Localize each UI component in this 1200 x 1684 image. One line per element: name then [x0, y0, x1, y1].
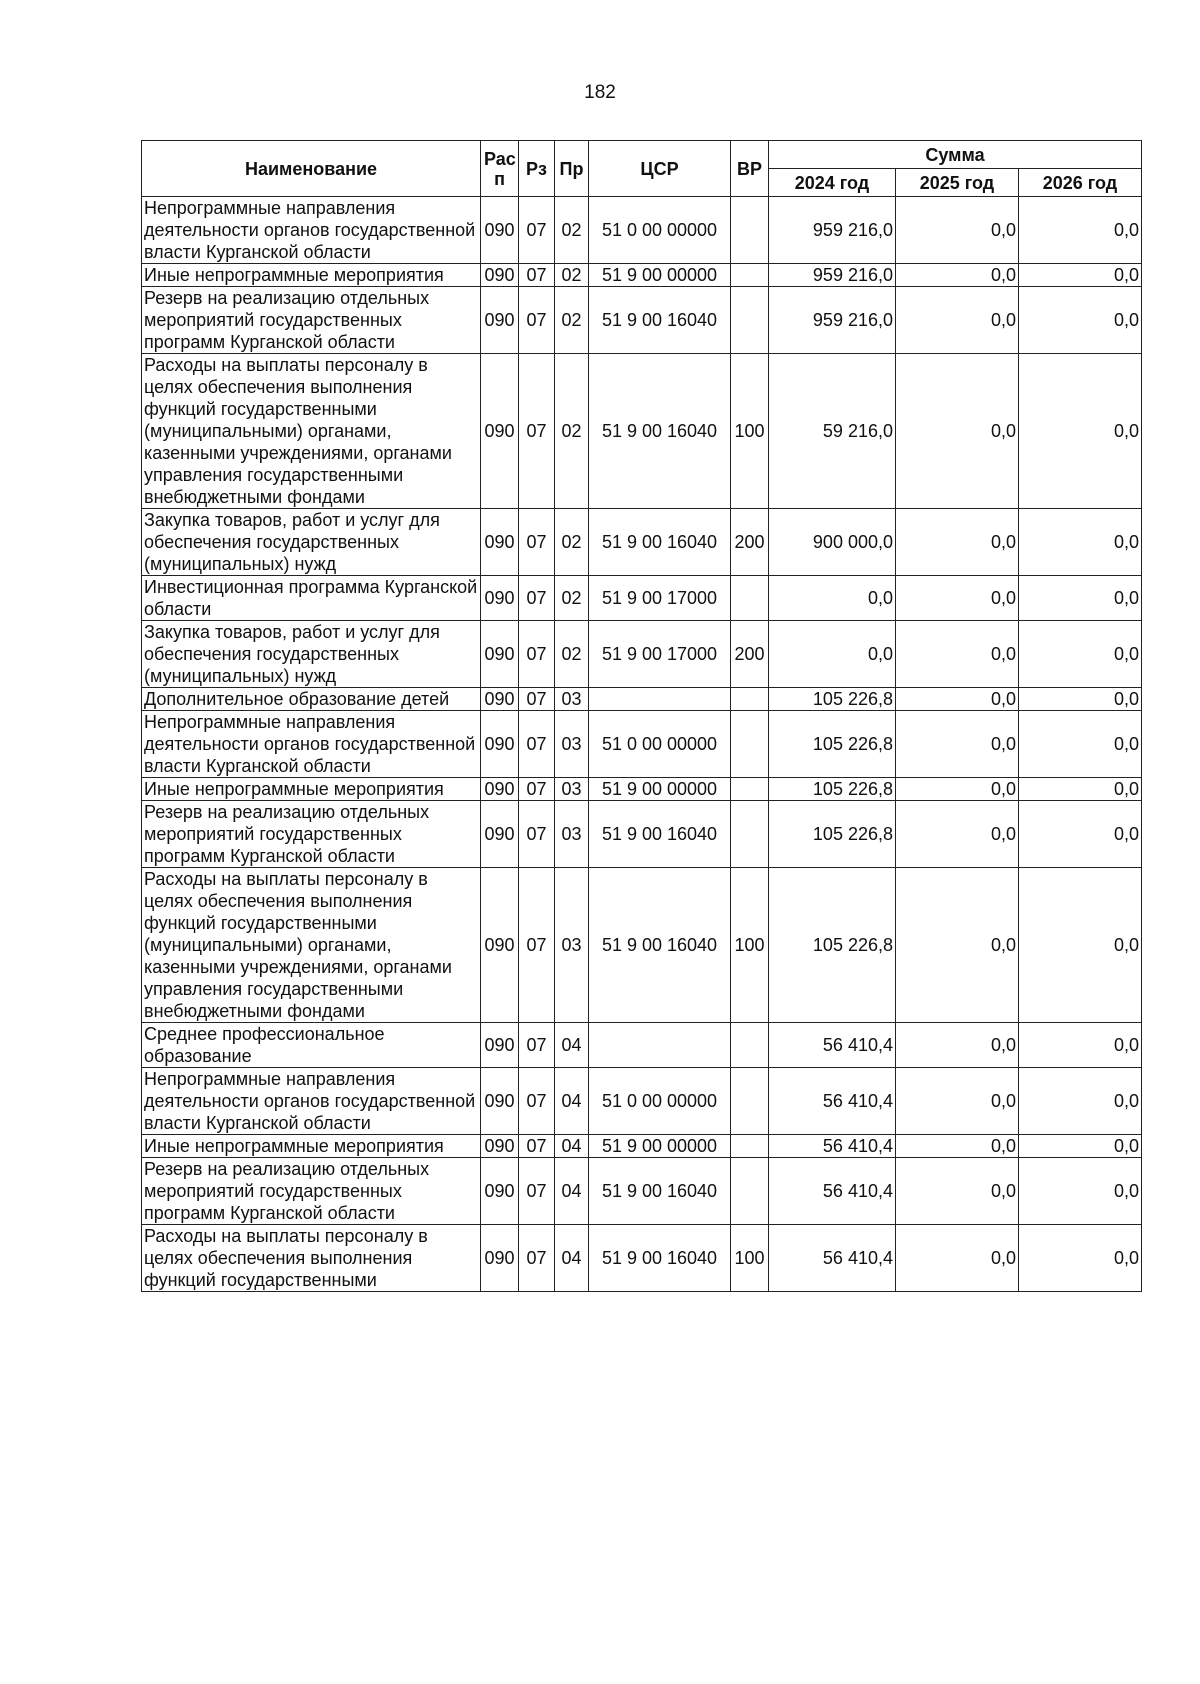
cell-sum-2025: 0,0	[896, 711, 1019, 778]
budget-table-container	[141, 140, 1142, 1292]
cell-pr: 02	[555, 264, 589, 287]
cell-sum-2025: 0,0	[896, 576, 1019, 621]
cell-rasp: 090	[481, 688, 519, 711]
cell-sum-2024: 0,0	[769, 576, 896, 621]
cell-rasp: 090	[481, 1225, 519, 1292]
cell-pr: 04	[555, 1068, 589, 1135]
cell-sum-2026: 0,0	[1019, 778, 1142, 801]
cell-pr: 04	[555, 1135, 589, 1158]
cell-name: Закупка товаров, работ и услуг для обеспечения государственных (муниципальных) нужд	[142, 509, 481, 576]
cell-rz: 07	[519, 509, 555, 576]
cell-name: Резерв на реализацию отдельных мероприятий государственных программ Курганской области	[142, 801, 481, 868]
cell-rasp: 090	[481, 1158, 519, 1225]
cell-sum-2024: 105 226,8	[769, 778, 896, 801]
cell-vr	[731, 1158, 769, 1225]
cell-sum-2025: 0,0	[896, 1135, 1019, 1158]
cell-rz: 07	[519, 711, 555, 778]
cell-name: Расходы на выплаты персоналу в целях обеспечения выполнения функций государственными	[142, 1225, 481, 1292]
cell-name: Иные непрограммные мероприятия	[142, 1135, 481, 1158]
cell-name: Непрограммные направления деятельности органов государственной власти Курганской области	[142, 1068, 481, 1135]
cell-pr: 04	[555, 1225, 589, 1292]
table-row	[142, 711, 1142, 778]
cell-sum-2025: 0,0	[896, 509, 1019, 576]
cell-name: Иные непрограммные мероприятия	[142, 264, 481, 287]
cell-csr: 51 9 00 16040	[589, 509, 731, 576]
cell-vr	[731, 264, 769, 287]
header-year-2026: 2026 год	[1019, 169, 1142, 197]
cell-rz: 07	[519, 868, 555, 1023]
cell-csr: 51 9 00 16040	[589, 1158, 731, 1225]
table-header	[142, 141, 1142, 197]
cell-rz: 07	[519, 287, 555, 354]
cell-sum-2025: 0,0	[896, 688, 1019, 711]
cell-vr	[731, 778, 769, 801]
cell-sum-2026: 0,0	[1019, 1158, 1142, 1225]
table-row	[142, 509, 1142, 576]
cell-rasp: 090	[481, 621, 519, 688]
cell-sum-2025: 0,0	[896, 778, 1019, 801]
cell-rasp: 090	[481, 576, 519, 621]
cell-csr	[589, 688, 731, 711]
cell-name: Дополнительное образование детей	[142, 688, 481, 711]
cell-sum-2025: 0,0	[896, 801, 1019, 868]
cell-sum-2024: 959 216,0	[769, 287, 896, 354]
cell-rz: 07	[519, 264, 555, 287]
cell-sum-2024: 959 216,0	[769, 197, 896, 264]
cell-sum-2025: 0,0	[896, 1158, 1019, 1225]
cell-sum-2026: 0,0	[1019, 1023, 1142, 1068]
cell-sum-2026: 0,0	[1019, 711, 1142, 778]
cell-name: Резерв на реализацию отдельных мероприятий государственных программ Курганской области	[142, 1158, 481, 1225]
cell-vr	[731, 1135, 769, 1158]
cell-sum-2024: 59 216,0	[769, 354, 896, 509]
cell-name: Иные непрограммные мероприятия	[142, 778, 481, 801]
cell-sum-2026: 0,0	[1019, 1068, 1142, 1135]
cell-rz: 07	[519, 1225, 555, 1292]
cell-sum-2024: 900 000,0	[769, 509, 896, 576]
cell-sum-2025: 0,0	[896, 868, 1019, 1023]
cell-sum-2026: 0,0	[1019, 354, 1142, 509]
cell-csr: 51 9 00 16040	[589, 287, 731, 354]
cell-rasp: 090	[481, 711, 519, 778]
cell-csr: 51 9 00 16040	[589, 868, 731, 1023]
cell-sum-2024: 105 226,8	[769, 801, 896, 868]
table-row	[142, 287, 1142, 354]
cell-sum-2025: 0,0	[896, 1225, 1019, 1292]
header-name: Наименование	[142, 141, 481, 197]
cell-sum-2026: 0,0	[1019, 287, 1142, 354]
header-year-2025: 2025 год	[896, 169, 1019, 197]
cell-sum-2026: 0,0	[1019, 621, 1142, 688]
table-row	[142, 1023, 1142, 1068]
cell-vr: 100	[731, 354, 769, 509]
table-row	[142, 354, 1142, 509]
cell-sum-2026: 0,0	[1019, 801, 1142, 868]
header-year-2024: 2024 год	[769, 169, 896, 197]
cell-sum-2026: 0,0	[1019, 576, 1142, 621]
cell-sum-2026: 0,0	[1019, 868, 1142, 1023]
cell-rz: 07	[519, 1023, 555, 1068]
cell-csr: 51 9 00 16040	[589, 354, 731, 509]
cell-vr	[731, 801, 769, 868]
cell-sum-2024: 56 410,4	[769, 1023, 896, 1068]
cell-vr: 100	[731, 1225, 769, 1292]
cell-rasp: 090	[481, 1023, 519, 1068]
cell-pr: 02	[555, 354, 589, 509]
cell-sum-2026: 0,0	[1019, 509, 1142, 576]
cell-sum-2024: 56 410,4	[769, 1068, 896, 1135]
cell-csr: 51 9 00 00000	[589, 264, 731, 287]
cell-rasp: 090	[481, 801, 519, 868]
cell-csr: 51 0 00 00000	[589, 197, 731, 264]
cell-rasp: 090	[481, 197, 519, 264]
table-row	[142, 264, 1142, 287]
cell-vr: 200	[731, 509, 769, 576]
cell-sum-2025: 0,0	[896, 287, 1019, 354]
table-row	[142, 778, 1142, 801]
cell-vr: 100	[731, 868, 769, 1023]
cell-pr: 03	[555, 778, 589, 801]
cell-sum-2024: 959 216,0	[769, 264, 896, 287]
cell-rz: 07	[519, 688, 555, 711]
cell-csr: 51 9 00 17000	[589, 621, 731, 688]
cell-sum-2024: 0,0	[769, 621, 896, 688]
cell-vr	[731, 197, 769, 264]
cell-name: Непрограммные направления деятельности органов государственной власти Курганской области	[142, 197, 481, 264]
page-number: 182	[584, 82, 616, 103]
table-row	[142, 801, 1142, 868]
cell-csr: 51 0 00 00000	[589, 711, 731, 778]
cell-sum-2025: 0,0	[896, 264, 1019, 287]
cell-vr	[731, 287, 769, 354]
cell-rasp: 090	[481, 1135, 519, 1158]
cell-rz: 07	[519, 576, 555, 621]
cell-sum-2025: 0,0	[896, 197, 1019, 264]
table-row	[142, 621, 1142, 688]
cell-rz: 07	[519, 354, 555, 509]
cell-sum-2026: 0,0	[1019, 197, 1142, 264]
cell-vr	[731, 711, 769, 778]
cell-sum-2024: 105 226,8	[769, 688, 896, 711]
cell-sum-2026: 0,0	[1019, 264, 1142, 287]
cell-vr	[731, 688, 769, 711]
cell-rasp: 090	[481, 264, 519, 287]
cell-rasp: 090	[481, 868, 519, 1023]
cell-sum-2025: 0,0	[896, 1068, 1019, 1135]
cell-sum-2024: 56 410,4	[769, 1225, 896, 1292]
cell-sum-2026: 0,0	[1019, 688, 1142, 711]
cell-sum-2025: 0,0	[896, 1023, 1019, 1068]
table-row	[142, 688, 1142, 711]
table-row	[142, 1135, 1142, 1158]
cell-rz: 07	[519, 1068, 555, 1135]
table-row	[142, 868, 1142, 1023]
cell-pr: 03	[555, 801, 589, 868]
cell-pr: 03	[555, 868, 589, 1023]
cell-name: Закупка товаров, работ и услуг для обеспечения государственных (муниципальных) нужд	[142, 621, 481, 688]
cell-name: Среднее профессиональное образование	[142, 1023, 481, 1068]
cell-rasp: 090	[481, 287, 519, 354]
cell-sum-2026: 0,0	[1019, 1135, 1142, 1158]
cell-sum-2026: 0,0	[1019, 1225, 1142, 1292]
cell-sum-2025: 0,0	[896, 621, 1019, 688]
cell-csr: 51 9 00 00000	[589, 778, 731, 801]
cell-csr: 51 9 00 00000	[589, 1135, 731, 1158]
cell-pr: 04	[555, 1023, 589, 1068]
header-rz: Рз	[519, 141, 555, 197]
cell-sum-2025: 0,0	[896, 354, 1019, 509]
cell-sum-2024: 105 226,8	[769, 711, 896, 778]
header-vr: ВР	[731, 141, 769, 197]
cell-pr: 02	[555, 509, 589, 576]
cell-pr: 02	[555, 287, 589, 354]
cell-pr: 02	[555, 621, 589, 688]
cell-sum-2024: 56 410,4	[769, 1158, 896, 1225]
cell-sum-2024: 105 226,8	[769, 868, 896, 1023]
cell-vr	[731, 1068, 769, 1135]
cell-rz: 07	[519, 197, 555, 264]
cell-rasp: 090	[481, 509, 519, 576]
cell-name: Резерв на реализацию отдельных мероприятий государственных программ Курганской области	[142, 287, 481, 354]
table-row	[142, 197, 1142, 264]
table-row	[142, 1158, 1142, 1225]
cell-csr: 51 9 00 16040	[589, 1225, 731, 1292]
cell-rz: 07	[519, 1158, 555, 1225]
table-row	[142, 1225, 1142, 1292]
header-csr: ЦСР	[589, 141, 731, 197]
cell-pr: 03	[555, 711, 589, 778]
cell-rz: 07	[519, 778, 555, 801]
cell-vr: 200	[731, 621, 769, 688]
cell-csr: 51 9 00 16040	[589, 801, 731, 868]
cell-pr: 03	[555, 688, 589, 711]
header-sum: Сумма	[769, 141, 1142, 169]
cell-rasp: 090	[481, 354, 519, 509]
table-row	[142, 576, 1142, 621]
cell-sum-2024: 56 410,4	[769, 1135, 896, 1158]
cell-name: Инвестиционная программа Курганской области	[142, 576, 481, 621]
cell-csr: 51 0 00 00000	[589, 1068, 731, 1135]
cell-rasp: 090	[481, 778, 519, 801]
budget-table	[141, 140, 1142, 1292]
cell-pr: 04	[555, 1158, 589, 1225]
cell-pr: 02	[555, 197, 589, 264]
cell-rasp: 090	[481, 1068, 519, 1135]
cell-rz: 07	[519, 801, 555, 868]
cell-name: Непрограммные направления деятельности органов государственной власти Курганской области	[142, 711, 481, 778]
cell-name: Расходы на выплаты персоналу в целях обеспечения выполнения функций государственными (муниципальными) органами, казенными учреждениями, органами управления государственными внебюджетными фондами	[142, 868, 481, 1023]
cell-csr	[589, 1023, 731, 1068]
cell-rz: 07	[519, 1135, 555, 1158]
header-pr: Пр	[555, 141, 589, 197]
cell-csr: 51 9 00 17000	[589, 576, 731, 621]
cell-pr: 02	[555, 576, 589, 621]
cell-vr	[731, 1023, 769, 1068]
table-row	[142, 1068, 1142, 1135]
table-body	[142, 197, 1142, 1292]
cell-name: Расходы на выплаты персоналу в целях обеспечения выполнения функций государственными (муниципальными) органами, казенными учреждениями, органами управления государственными внебюджетными фондами	[142, 354, 481, 509]
cell-vr	[731, 576, 769, 621]
cell-rz: 07	[519, 621, 555, 688]
header-rasp: Рас п	[481, 141, 519, 197]
